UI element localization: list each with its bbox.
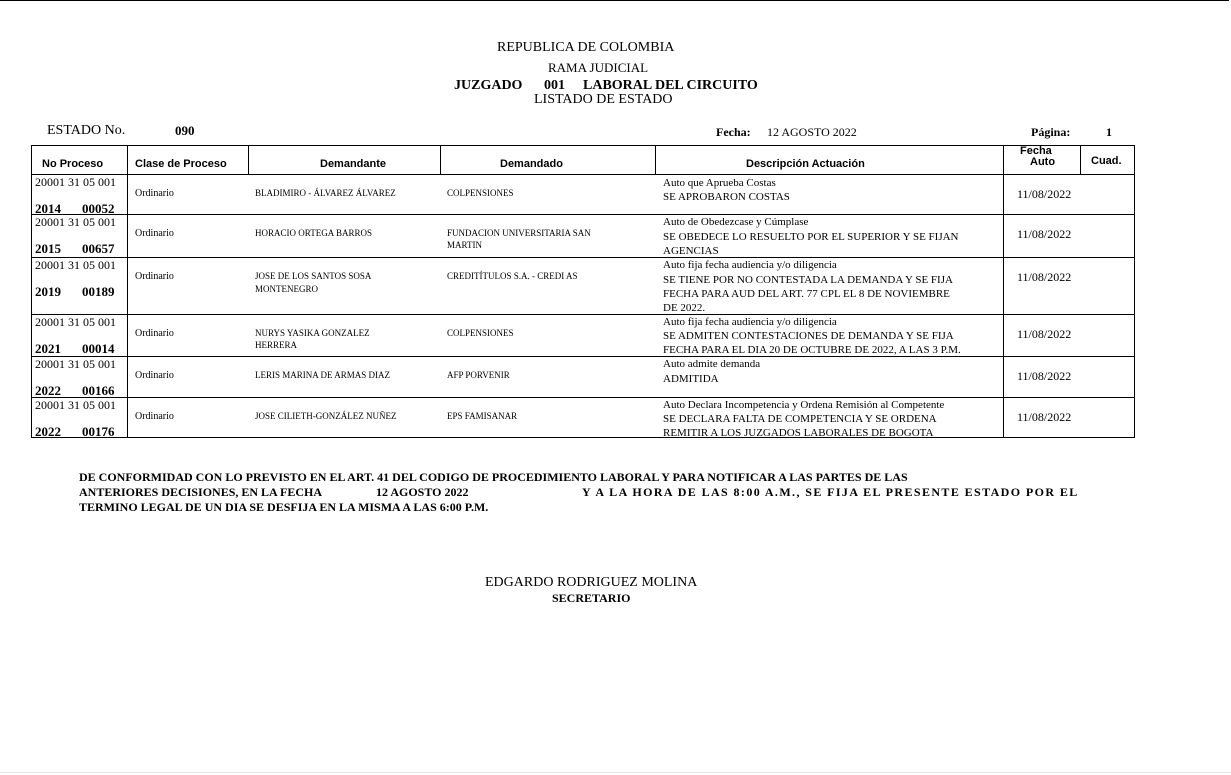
row-3-clase: Ordinario xyxy=(135,271,174,282)
col-divider xyxy=(127,146,128,437)
notice-line-2-a: ANTERIORES DECISIONES, EN LA FECHA xyxy=(79,485,323,499)
row-4-demandado: COLPENSIONES xyxy=(447,328,514,338)
row-2-demandante: HORACIO ORTEGA BARROS xyxy=(255,228,372,238)
header-court-prefix: JUZGADO xyxy=(454,78,523,93)
row-6-clase: Ordinario xyxy=(135,411,174,422)
notice-line-3: TERMINO LEGAL DE UN DIA SE DESFIJA EN LA MISMA A LAS 6:00 P.M. xyxy=(79,500,489,514)
row-3-desc-3: FECHA PARA AUD DEL ART. 77 CPL EL 8 DE NOVIEMBRE xyxy=(663,288,950,300)
row-3-prefix: 20001 31 05 001 xyxy=(35,258,116,272)
col-divider xyxy=(440,146,441,174)
row-3-demandante-1: JOSE DE LOS SANTOS SOSA xyxy=(255,271,372,281)
row-2-demandado-1: FUNDACION UNIVERSITARIA SAN xyxy=(447,228,591,238)
col-header-fecha-auto: Fecha xyxy=(1020,145,1052,157)
row-divider xyxy=(32,356,1134,357)
signature-title: SECRETARIO xyxy=(552,591,631,605)
col-header-clase: Clase de Proceso xyxy=(135,158,227,170)
row-divider xyxy=(32,397,1134,398)
row-divider xyxy=(32,314,1134,315)
row-3-fecha: 11/08/2022 xyxy=(1017,270,1072,284)
row-1-number: 00052 xyxy=(82,201,115,216)
fecha-label: Fecha: xyxy=(716,125,751,139)
row-3-number: 00189 xyxy=(82,284,115,299)
row-6-prefix: 20001 31 05 001 xyxy=(35,398,116,412)
row-6-year: 2022 xyxy=(35,424,61,439)
row-6-demandante: JOSE CILIETH-GONZÁLEZ NUÑEZ xyxy=(255,411,397,421)
row-1-demandado: COLPENSIONES xyxy=(447,188,514,198)
row-1-fecha: 11/08/2022 xyxy=(1017,187,1072,201)
row-4-desc-2: SE ADMITEN CONTESTACIONES DE DEMANDA Y SE FIJA xyxy=(663,330,954,342)
row-1-year: 2014 xyxy=(35,201,61,216)
col-divider xyxy=(1003,146,1004,437)
page-top-border xyxy=(0,0,1229,1)
estado-label: ESTADO No. xyxy=(47,123,126,138)
row-5-fecha: 11/08/2022 xyxy=(1017,369,1072,383)
row-3-desc-1: Auto fija fecha audiencia y/o diligencia xyxy=(663,259,837,271)
estado-number: 090 xyxy=(175,123,195,138)
row-2-desc-3: AGENCIAS xyxy=(663,245,719,257)
col-header-demandado: Demandado xyxy=(500,158,563,170)
row-4-year: 2021 xyxy=(35,341,61,356)
row-3-demandado: CREDITÍTULOS S.A. - CREDI AS xyxy=(447,271,578,281)
row-5-prefix: 20001 31 05 001 xyxy=(35,357,116,371)
row-4-number: 00014 xyxy=(82,341,115,356)
row-4-demandante-1: NURYS YASIKA GONZALEZ xyxy=(255,328,370,338)
row-4-demandante-2: HERRERA xyxy=(255,340,298,350)
row-1-prefix: 20001 31 05 001 xyxy=(35,175,116,189)
row-5-demandado: AFP PORVENIR xyxy=(447,370,510,380)
estado-table xyxy=(31,145,1135,438)
col-divider xyxy=(655,146,656,174)
col-header-fecha-auto-2: Auto xyxy=(1030,156,1056,168)
header-court-name: LABORAL DEL CIRCUITO xyxy=(583,78,758,93)
row-divider xyxy=(32,214,1134,215)
row-1-demandante: BLADIMIRO - ÁLVAREZ ÁLVAREZ xyxy=(255,188,396,198)
header-court-number: 001 xyxy=(544,78,565,93)
row-6-fecha: 11/08/2022 xyxy=(1017,410,1072,424)
row-5-number: 00166 xyxy=(82,383,115,398)
row-1-clase: Ordinario xyxy=(135,188,174,199)
col-divider xyxy=(1080,146,1081,174)
row-2-desc-1: Auto de Obedezcase y Cúmplase xyxy=(663,216,809,228)
row-divider xyxy=(32,257,1134,258)
signature-name: EDGARDO RODRIGUEZ MOLINA xyxy=(485,575,698,590)
col-header-demandante: Demandante xyxy=(320,158,387,170)
row-3-desc-2: SE TIENE POR NO CONTESTADA LA DEMANDA Y SE FIJA xyxy=(663,274,953,286)
notice-line-2 xyxy=(79,485,1079,500)
row-6-number: 00176 xyxy=(82,424,115,439)
row-2-prefix: 20001 31 05 001 xyxy=(35,215,116,229)
row-4-desc-1: Auto fija fecha audiencia y/o diligencia xyxy=(663,316,837,328)
col-header-descripcion: Descripción Actuación xyxy=(746,158,865,170)
row-divider xyxy=(32,174,1134,175)
row-6-desc-2: SE DECLARA FALTA DE COMPETENCIA Y SE ORDENA xyxy=(663,413,937,425)
row-5-desc-2: ADMITIDA xyxy=(663,373,719,385)
header-country: REPUBLICA DE COLOMBIA xyxy=(497,40,675,55)
header-branch: RAMA JUDICIAL xyxy=(548,60,649,75)
pagina-value: 1 xyxy=(1106,125,1112,139)
row-4-fecha: 11/08/2022 xyxy=(1017,327,1072,341)
row-4-prefix: 20001 31 05 001 xyxy=(35,315,116,329)
row-3-year: 2019 xyxy=(35,284,61,299)
row-1-desc-1: Auto que Aprueba Costas xyxy=(663,177,776,189)
row-5-year: 2022 xyxy=(35,383,61,398)
row-6-desc-1: Auto Declara Incompetencia y Ordena Remisión al Competente xyxy=(663,399,945,411)
row-5-demandante: LERIS MARINA DE ARMAS DIAZ xyxy=(255,370,391,380)
page-bottom-line xyxy=(0,772,1231,773)
row-2-desc-2: SE OBEDECE LO RESUELTO POR EL SUPERIOR Y SE FIJAN xyxy=(663,231,959,243)
row-2-year: 2015 xyxy=(35,241,61,256)
row-5-desc-1: Auto admite demanda xyxy=(663,358,761,370)
row-6-demandado: EPS FAMISANAR xyxy=(447,411,518,421)
row-4-desc-3: FECHA PARA EL DIA 20 DE OCTUBRE DE 2022, A LAS 3 P.M. xyxy=(663,344,961,356)
pagina-label: Página: xyxy=(1031,125,1071,139)
col-header-cuad: Cuad. xyxy=(1091,155,1122,167)
row-3-desc-4: DE 2022. xyxy=(663,302,706,314)
col-divider xyxy=(248,146,249,174)
notice-line-2-date: 12 AGOSTO 2022 xyxy=(376,485,469,499)
notice-paragraph xyxy=(79,470,1079,515)
col-header-no-proceso: No Proceso xyxy=(42,158,104,170)
row-2-fecha: 11/08/2022 xyxy=(1017,227,1072,241)
row-4-clase: Ordinario xyxy=(135,328,174,339)
notice-line-1: DE CONFORMIDAD CON LO PREVISTO EN EL ART. 41 DEL CODIGO DE PROCEDIMIENTO LABORAL Y PARA NOTIFICAR A LAS PARTES DE LAS xyxy=(79,470,908,484)
row-2-number: 00657 xyxy=(82,241,115,256)
row-2-demandado-2: MARTIN xyxy=(447,240,482,250)
row-3-demandante-2: MONTENEGRO xyxy=(255,284,318,294)
row-5-clase: Ordinario xyxy=(135,370,174,381)
row-1-desc-2: SE APROBARON COSTAS xyxy=(663,191,790,203)
header-listing-title: LISTADO DE ESTADO xyxy=(534,92,673,107)
row-6-desc-3: REMITIR A LOS JUZGADOS LABORALES DE BOGOTA xyxy=(663,427,934,439)
row-2-clase: Ordinario xyxy=(135,228,174,239)
fecha-value: 12 AGOSTO 2022 xyxy=(767,125,857,139)
notice-line-2-b: Y A LA HORA DE LAS 8:00 A.M., SE FIJA EL PRESENTE ESTADO POR EL xyxy=(582,485,1079,499)
